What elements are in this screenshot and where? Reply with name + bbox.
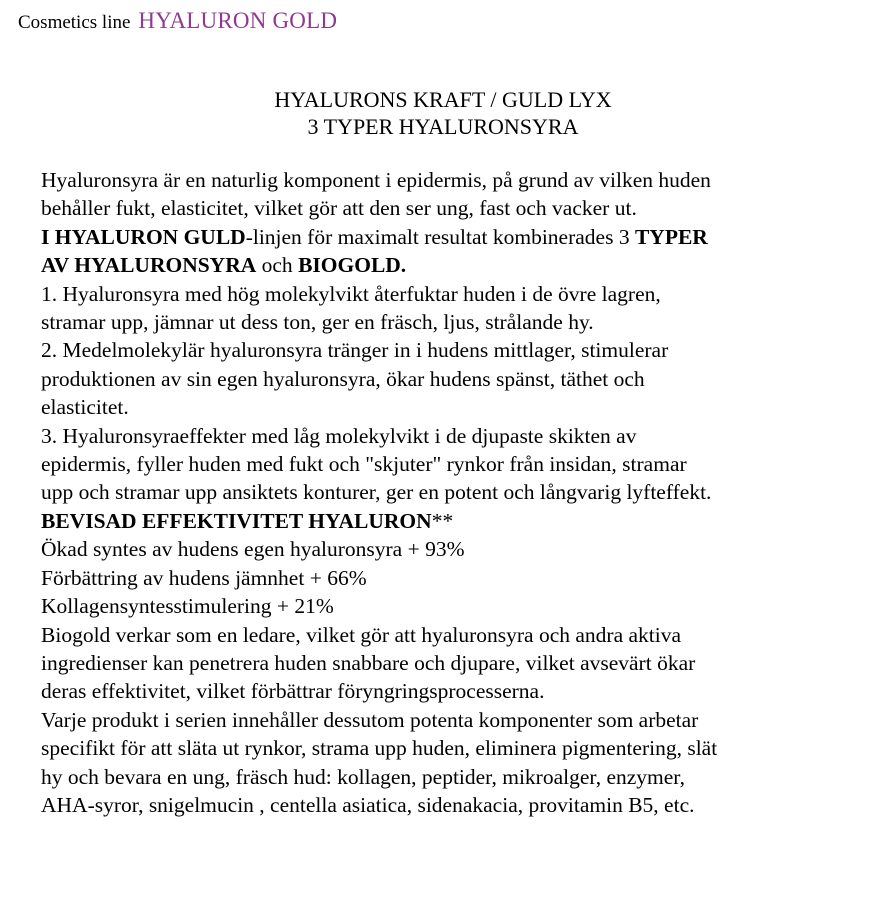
normal-text: -linjen för maximalt resultat kombinerades 3 [245,224,635,249]
paragraph-line: AHA-syror, snigelmucin , centella asiatica, sidenakacia, provitamin B5, etc. [41,792,695,817]
paragraph-line: upp och stramar upp ansiktets konturer, ger en potent och långvarig lyfteffekt. [41,480,712,505]
list-item-2: 2. Medelmolekylär hyaluronsyra tränger in i hudens mittlager, stimulerar [41,338,669,363]
bold-text: AV HYALURONSYRA [41,253,257,278]
efficacy-stat: Ökad syntes av hudens egen hyaluronsyra + 93% [41,537,465,562]
title-line-2: 3 TYPER HYALURONSYRA [307,114,579,139]
bold-text: I HYALURON GULD [41,224,246,249]
paragraph-line: hy och bevara en ung, fräsch hud: kollagen, peptider, mikroalger, enzymer, [41,764,685,789]
title-line-1: HYALURONS KRAFT / GULD LYX [274,87,612,112]
bold-text: TYPER [634,224,708,249]
title-block [0,86,886,140]
efficacy-heading [41,507,841,535]
paragraph-line: Hyaluronsyra är en naturlig komponent i epidermis, på grund av vilken huden [41,168,711,192]
normal-text: och [256,253,299,278]
list-item-1: 1. Hyaluronsyra med hög molekylvikt återfuktar huden i de övre lagren, [41,281,661,306]
paragraph-line: specifikt för att släta ut rynkor, strama upp huden, eliminera pigmentering, slät [41,736,718,761]
footnote-marker: ** [431,508,454,533]
paragraph-line: Varje produkt i serien innehåller dessutom potenta komponenter som arbetar [41,707,699,732]
paragraph-line: ingredienser kan penetrera huden snabbare och djupare, vilket avsevärt ökar [41,650,696,675]
header [18,8,337,34]
paragraph-line [41,223,841,251]
efficacy-stat: Kollagensyntesstimulering + 21% [41,594,334,619]
efficacy-stat: Förbättring av hudens jämnhet + 66% [41,565,367,590]
brand-name: HYALURON GOLD [138,8,338,33]
paragraph-line: produktionen av sin egen hyaluronsyra, ökar hudens spänst, täthet och [41,366,645,391]
bold-text: BEVISAD EFFEKTIVITET HYALURON [41,508,432,533]
paragraph-line: elasticitet. [41,395,129,420]
bold-text: BIOGOLD. [298,253,407,278]
body-text [41,166,841,819]
paragraph-line: epidermis, fyller huden med fukt och "skjuter" rynkor från insidan, stramar [41,452,687,477]
paragraph-line: behåller fukt, elasticitet, vilket gör att den ser ung, fast och vacker ut. [41,196,637,221]
list-item-3: 3. Hyaluronsyraeffekter med låg molekylvikt i de djupaste skikten av [41,423,637,448]
cosmetics-line-label: Cosmetics line [18,12,131,33]
paragraph-line: stramar upp, jämnar ut dess ton, ger en fräsch, ljus, strålande hy. [41,310,594,335]
paragraph-line: deras effektivitet, vilket förbättrar föryngringsprocesserna. [41,679,545,704]
paragraph-line [41,251,841,279]
paragraph-line: Biogold verkar som en ledare, vilket gör att hyaluronsyra och andra aktiva [41,622,682,647]
